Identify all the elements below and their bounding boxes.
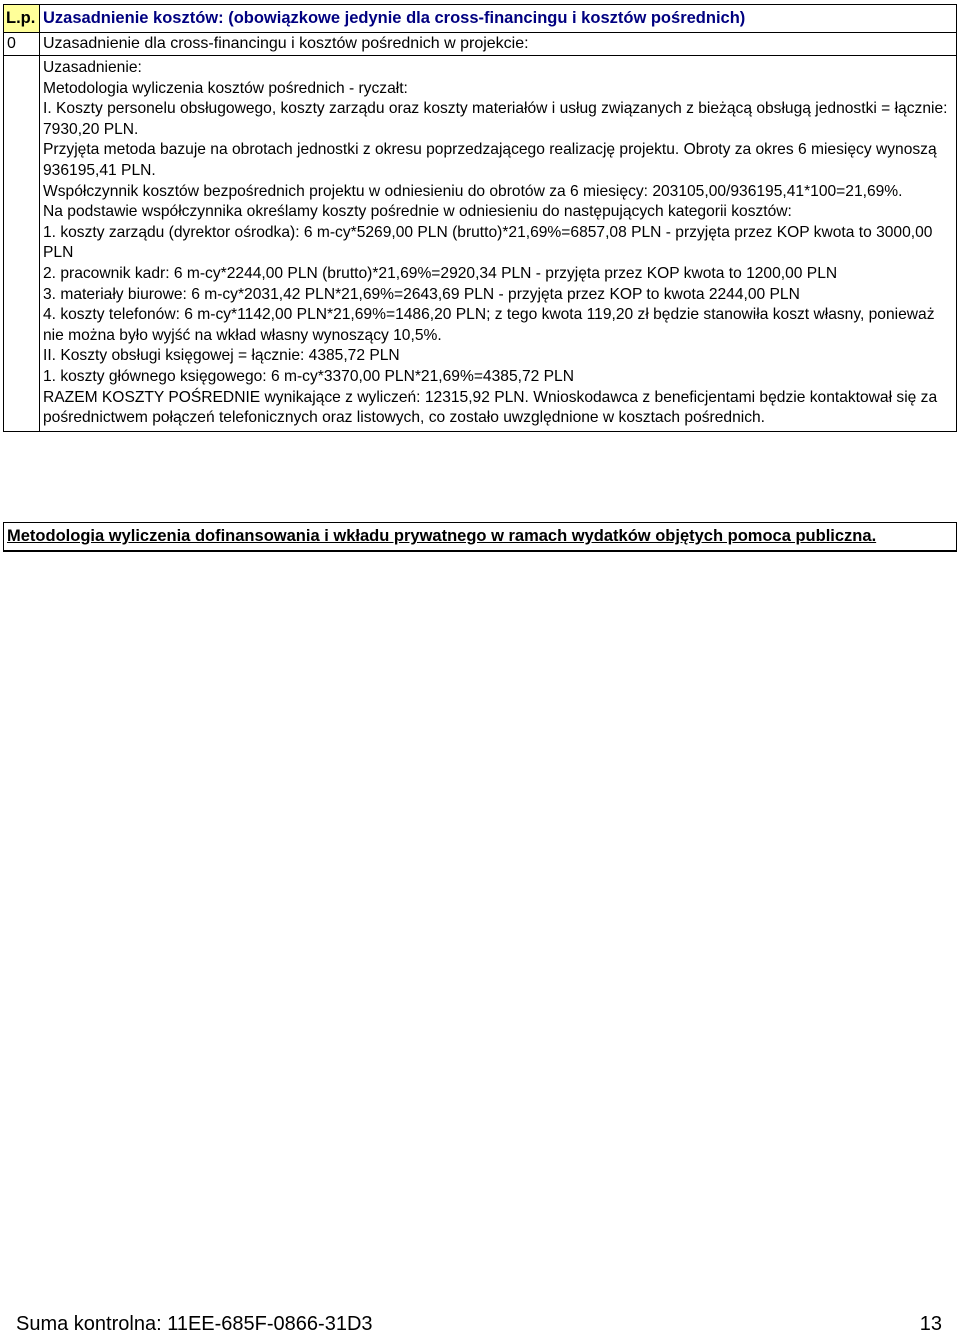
- text-line: Na podstawie współczynnika określamy koszty pośrednie w odniesieniu do następujących kategorii kosztów:: [43, 203, 792, 221]
- text-line: 1. koszty głównego księgowego: 6 m-cy*3370,00 PLN*21,69%=4385,72 PLN: [43, 367, 574, 385]
- text-line: Uzasadnienie:: [43, 59, 142, 76]
- header-title: Uzasadnienie kosztów: (obowiązkowe jedynie dla cross-financingu i kosztów pośrednich): [40, 5, 957, 33]
- header-lp: L.p.: [4, 5, 40, 33]
- page-number: 13: [919, 1313, 942, 1335]
- text-line: II. Koszty obsługi księgowej = łącznie: 4385,72 PLN: [43, 347, 400, 365]
- row-number: 0: [4, 33, 40, 56]
- table-header-row: [4, 5, 957, 33]
- methodology-title: Metodologia wyliczenia dofinansowania i wkładu prywatnego w ramach wydatków objętych pomoca publiczna.: [7, 527, 877, 545]
- justification-table: [3, 4, 957, 432]
- text-line: RAZEM KOSZTY POŚREDNIE wynikające z wyliczeń: 12315,92 PLN. Wnioskodawca z beneficjentami będzie kontaktował się za pośrednictwem połączeń telefonicznych oraz listowych, co zostało uwzględnione w kosztach pośrednich.: [43, 388, 938, 427]
- text-line: 4. koszty telefonów: 6 m-cy*1142,00 PLN*21,69%=1486,20 PLN; z tego kwota 119,20 zł będzie stanowiła koszt własny, ponieważ nie można było wyjść na wkład własny wynoszący 10,5%.: [43, 306, 935, 344]
- text-line: Metodologia wyliczenia kosztów pośrednich - ryczałt:: [43, 79, 408, 97]
- text-line: Przyjęta metoda bazuje na obrotach jednostki z okresu poprzedzającego realizację projektu. Obroty za okres 6 miesięcy wynoszą 936195,41 PLN.: [43, 141, 937, 179]
- empty-cell: [4, 56, 40, 432]
- row-label: Uzasadnienie dla cross-financingu i kosztów pośrednich w projekcie:: [40, 33, 957, 56]
- methodology-section: [3, 522, 957, 552]
- checksum-footer: Suma kontrolna: 11EE-685F-0866-31D3: [16, 1313, 373, 1335]
- text-line: Współczynnik kosztów bezpośrednich projektu w odniesieniu do obrotów za 6 miesięcy: 203105,00/936195,41*100=21,69%.: [43, 182, 903, 200]
- text-line: 3. materiały biurowe: 6 m-cy*2031,42 PLN*21,69%=2643,69 PLN - przyjęta przez KOP to kwota 2244,00 PLN: [43, 285, 800, 303]
- justification-text: [40, 56, 957, 432]
- text-line: 1. koszty zarządu (dyrektor ośrodka): 6 m-cy*5269,00 PLN (brutto)*21,69%=6857,08 PLN - przyjęta przez KOP kwota to 3000,00 PLN: [43, 223, 933, 262]
- text-line: I. Koszty personelu obsługowego, koszty zarządu oraz koszty materiałów i usług związanych z bieżącą obsługą jednostki = łącznie: 7930,20 PLN.: [43, 100, 948, 138]
- text-line: 2. pracownik kadr: 6 m-cy*2244,00 PLN (brutto)*21,69%=2920,34 PLN - przyjęta przez KOP kwota to 1200,00 PLN: [43, 264, 838, 282]
- table-row: [4, 33, 957, 56]
- table-row: [4, 56, 957, 432]
